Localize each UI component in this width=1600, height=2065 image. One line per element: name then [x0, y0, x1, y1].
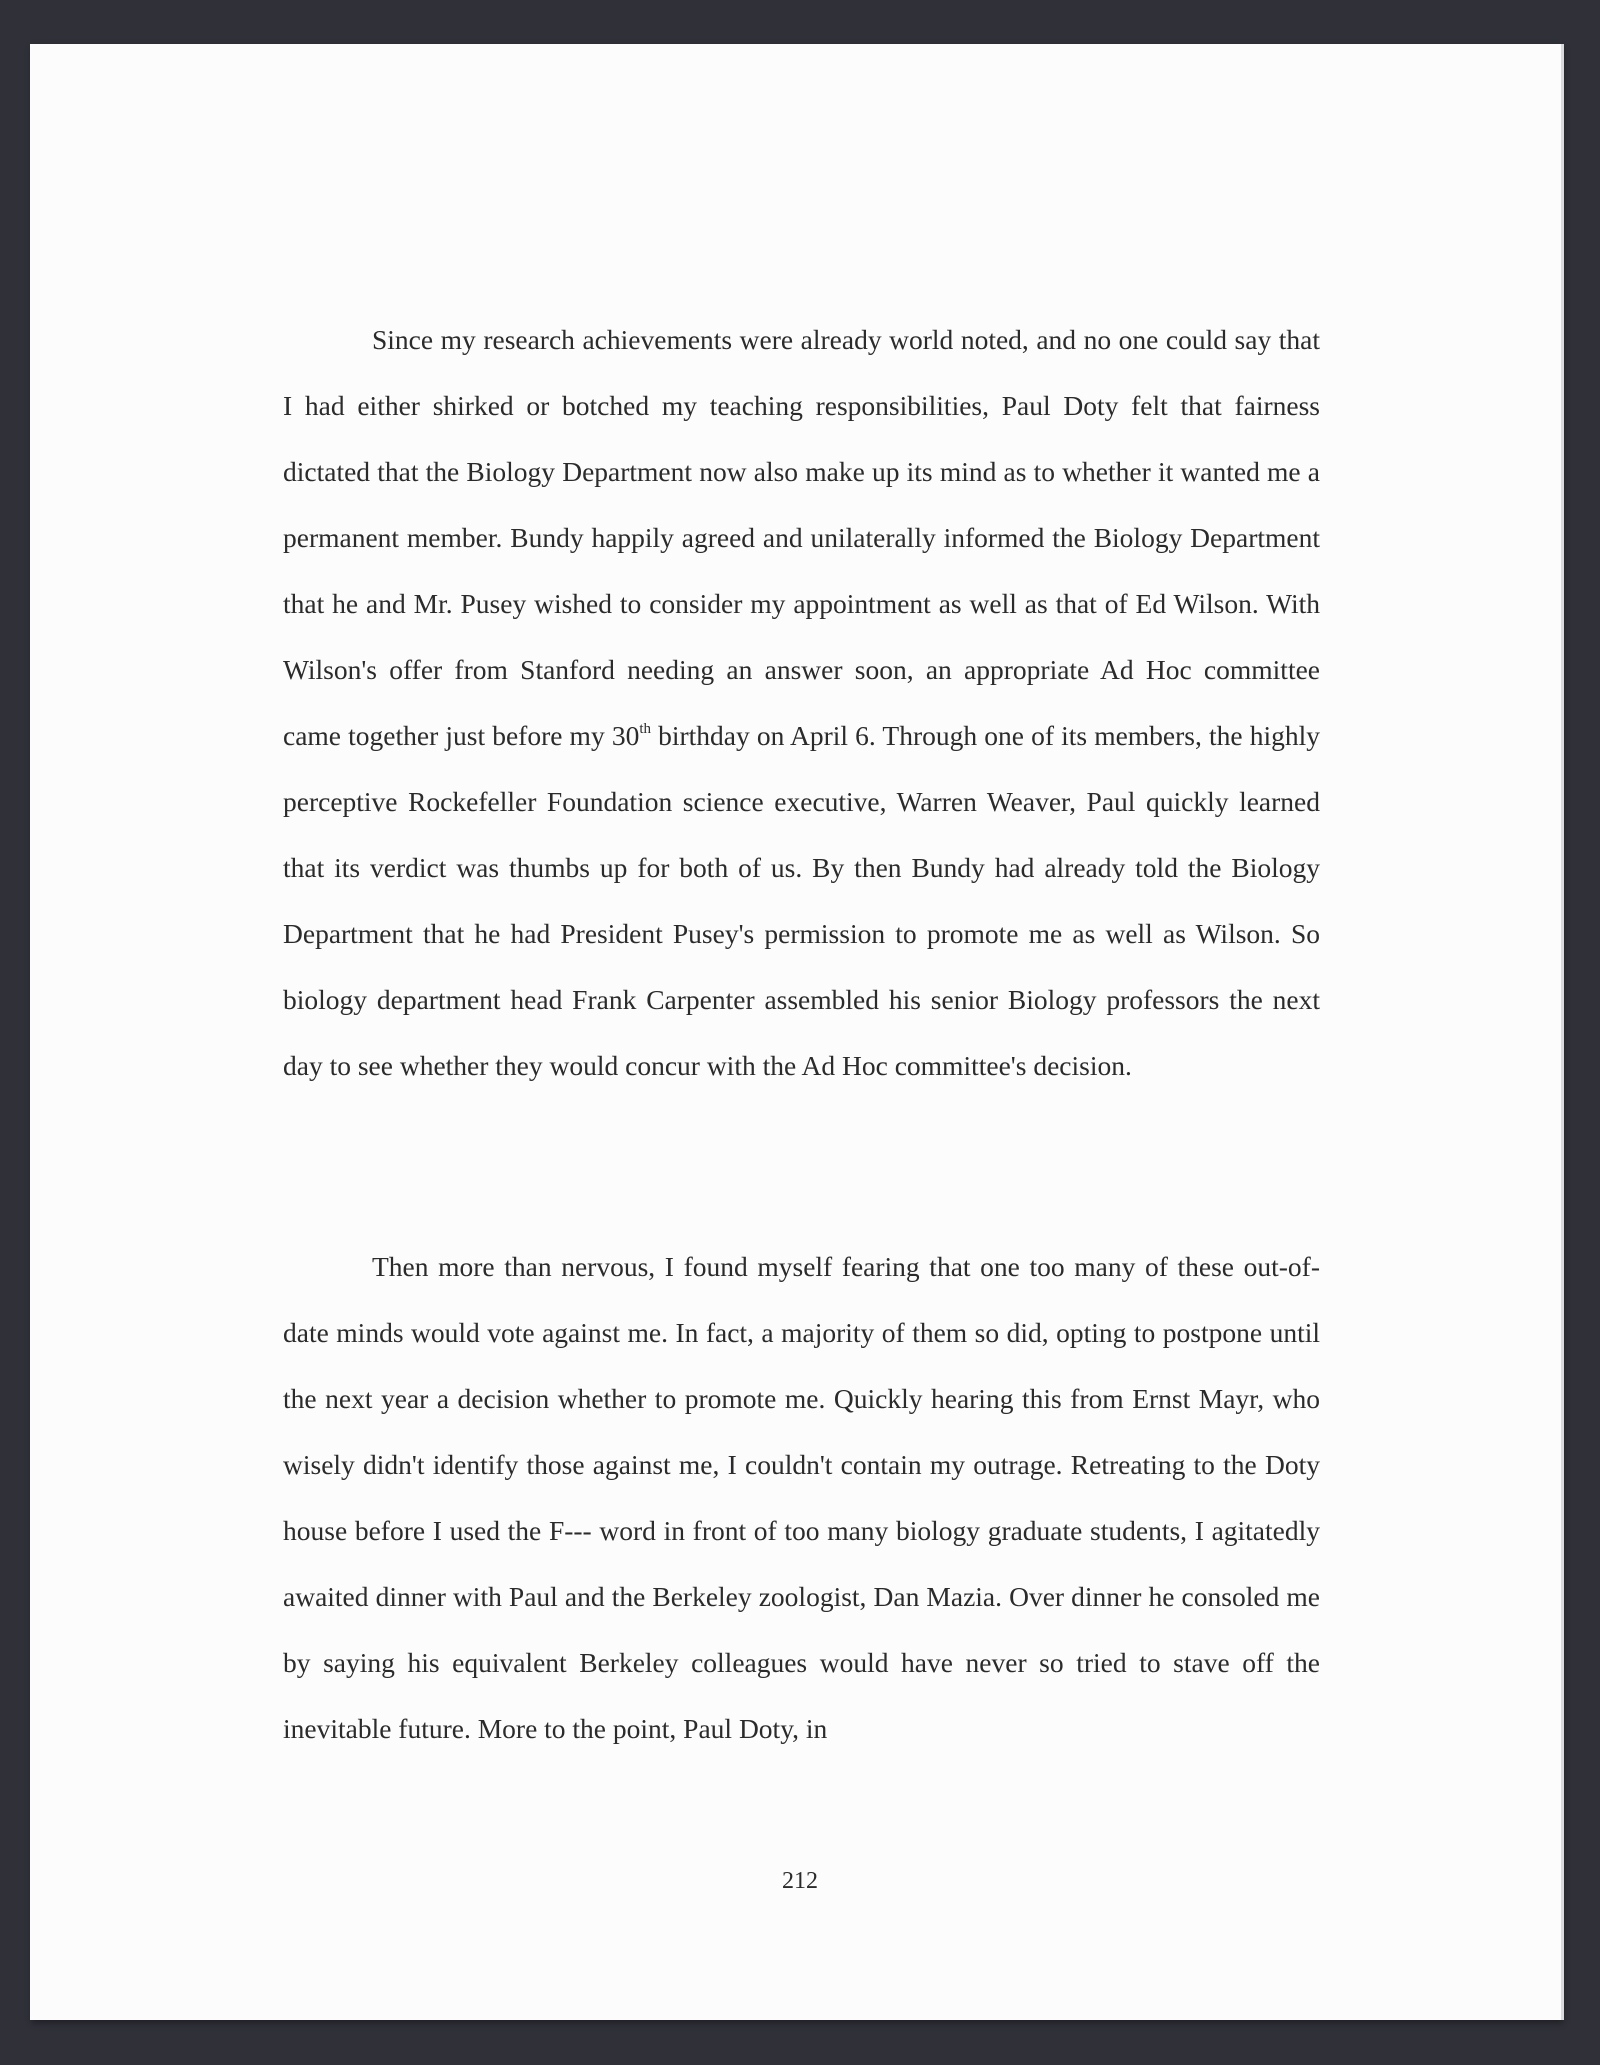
- ordinal-suffix: th: [639, 721, 651, 737]
- page-edge: [1561, 44, 1564, 2020]
- paragraph-1-text-a: Since my research achievements were already world noted, and no one could say that I had either shirked or botched my teaching responsibilities, Paul Doty felt that fairness dictated that the Biology Department now also make up its mind as to whether it wanted me a permanent member. Bundy happily agreed and unilaterally informed the Biology Department that he and Mr. Pusey wished to consider my appointment as well as that of Ed Wilson. With Wilson's offer from Stanford needing an answer soon, an appropriate Ad Hoc committee came together just before my 30: [283, 324, 1320, 751]
- page-number: 212: [782, 1868, 818, 1894]
- body-text-2: [283, 1234, 1320, 1762]
- paragraph-1: [283, 307, 1320, 1099]
- paragraph-2: Then more than nervous, I found myself fearing that one too many of these out-of-date minds would vote against me. In fact, a majority of them so did, opting to postpone until the next year a decision whether to promote me. Quickly hearing this from Ernst Mayr, who wisely didn't identify those against me, I couldn't contain my outrage. Retreating to the Doty house before I used the F--- word in front of too many biology graduate students, I agitatedly awaited dinner with Paul and the Berkeley zoologist, Dan Mazia. Over dinner he consoled me by saying his equivalent Berkeley colleagues would have never so tried to stave off the inevitable future. More to the point, Paul Doty, in: [283, 1251, 1320, 1744]
- body-text: [283, 307, 1320, 1099]
- paragraph-1-text-b: birthday on April 6. Through one of its members, the highly perceptive Rockefeller Foundation science executive, Warren Weaver, Paul quickly learned that its verdict was thumbs up for both of us. By then Bundy had already told the Biology Department that he had President Pusey's permission to promote me as well as Wilson. So biology department head Frank Carpenter assembled his senior Biology professors the next day to see whether they would concur with the Ad Hoc committee's decision.: [283, 720, 1320, 1081]
